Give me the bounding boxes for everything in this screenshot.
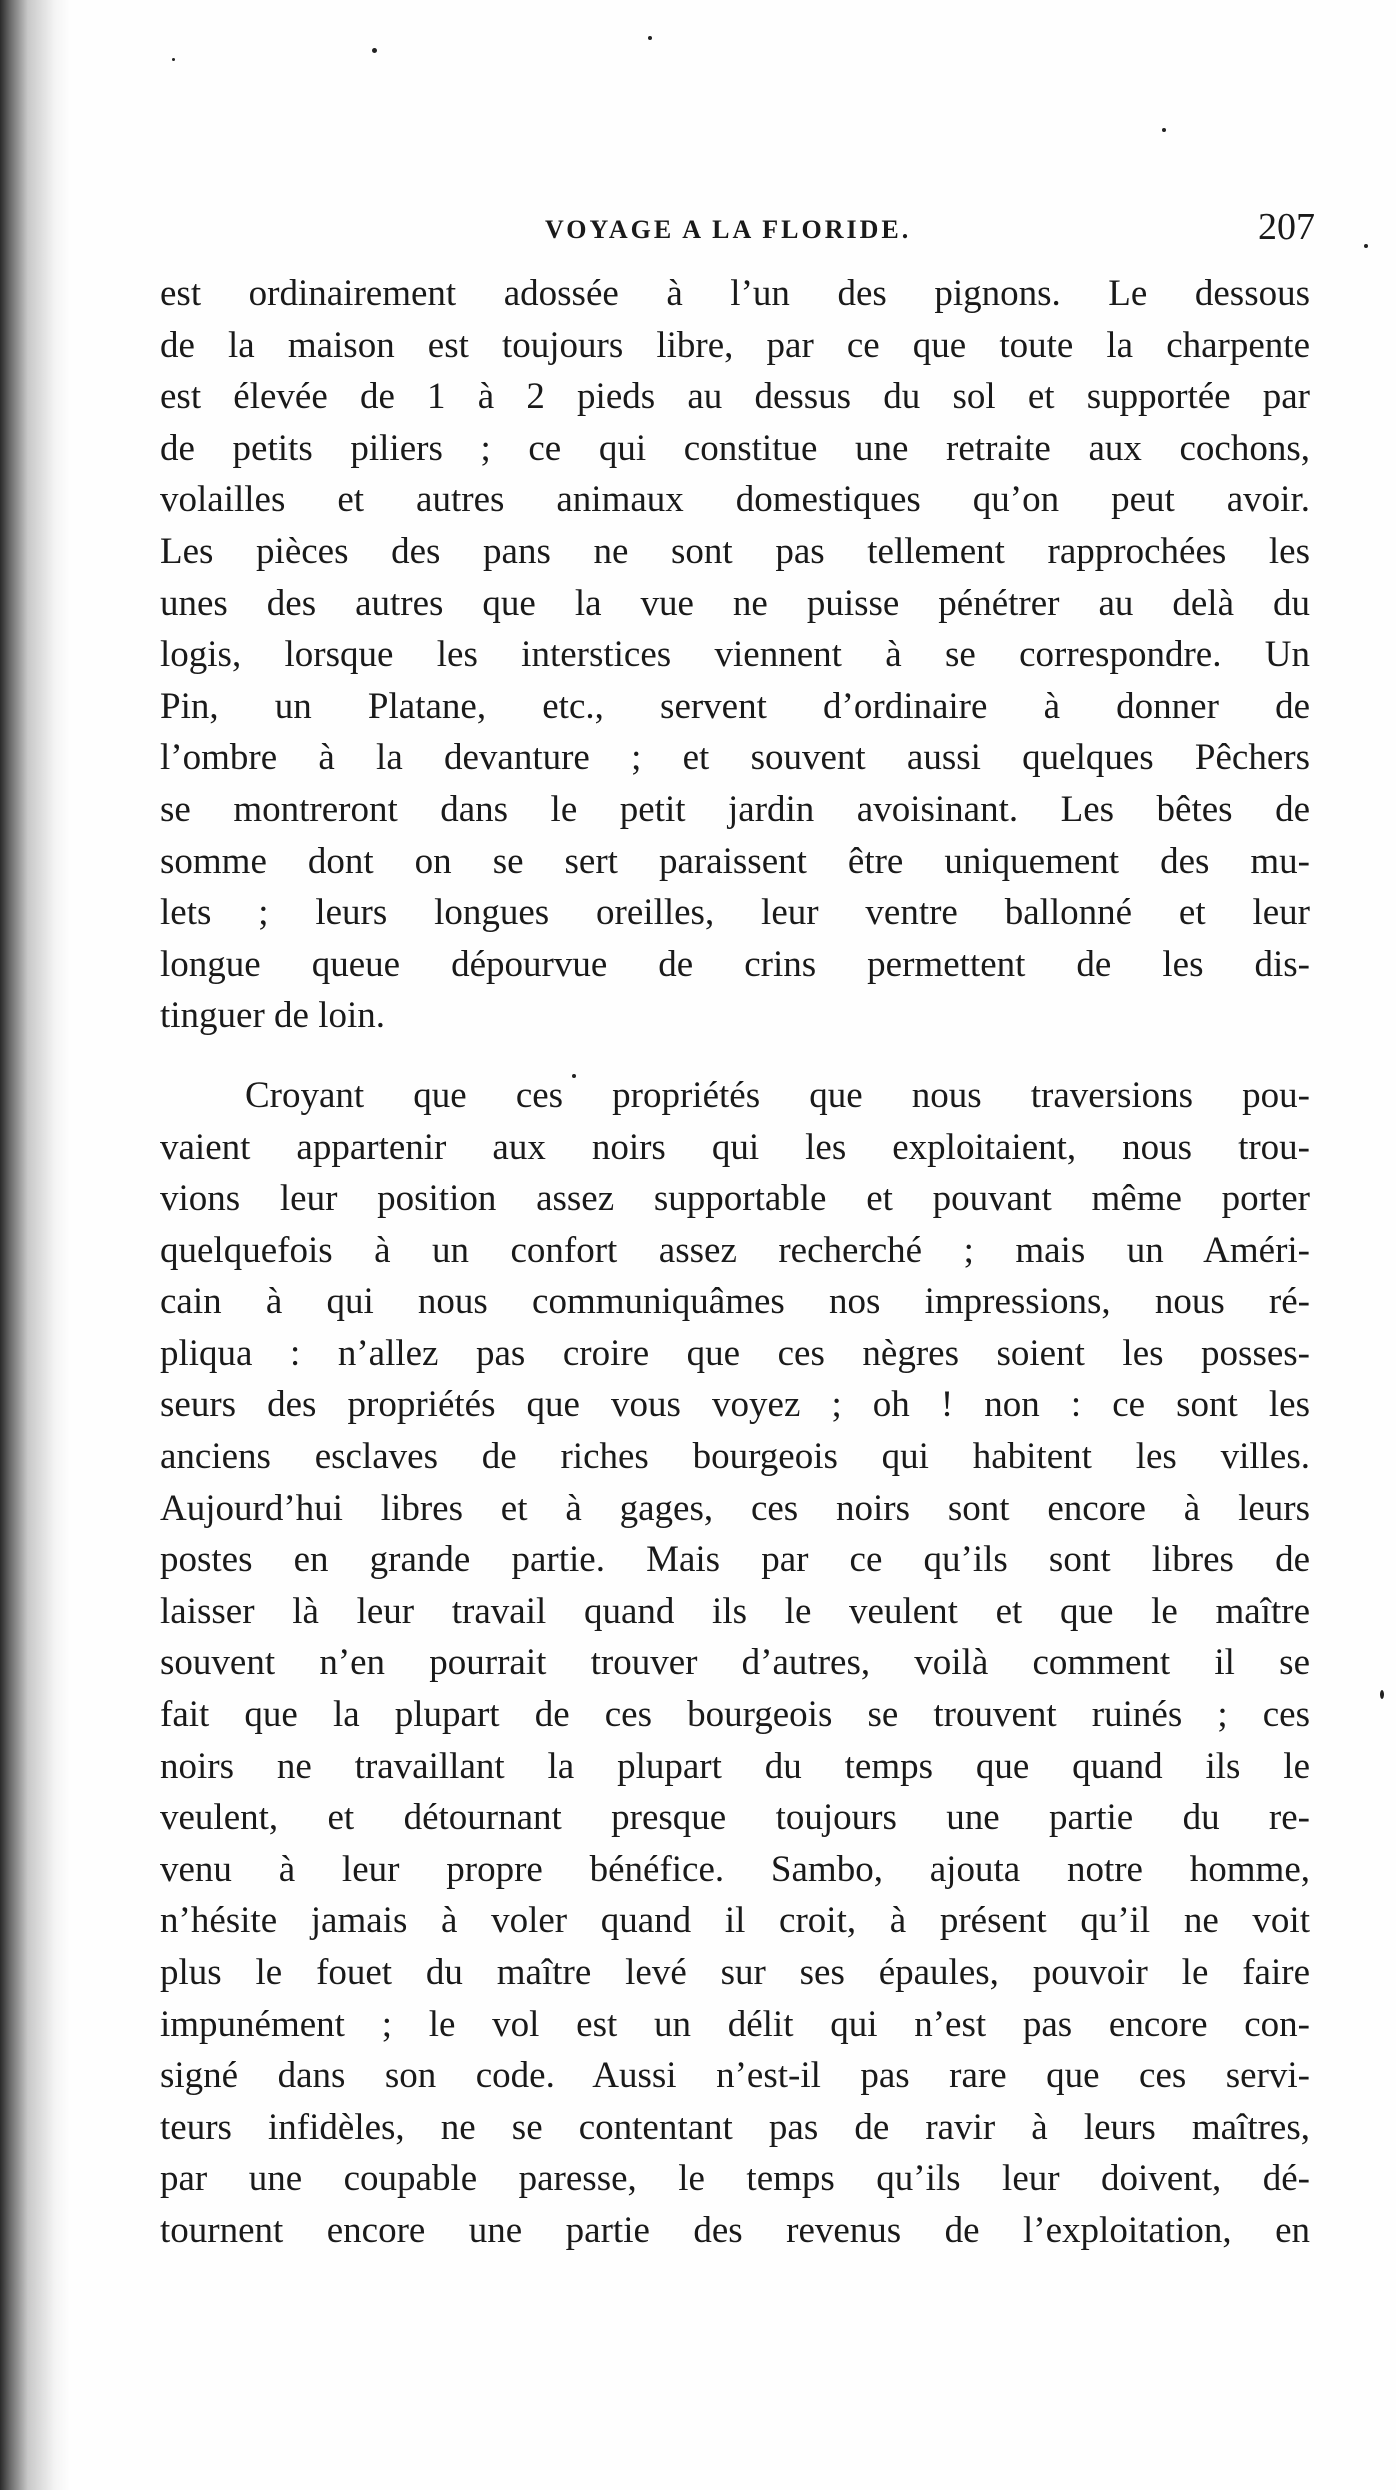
text-line: l’ombre à la devanture ; et souvent aussi quelques Pêchers (160, 737, 1310, 779)
text-line: postes en grande partie. Mais par ce qu’ils sont libres de (160, 1539, 1310, 1581)
paragraph-1 (160, 268, 1310, 1042)
page-header (175, 205, 1315, 255)
scan-speck (172, 58, 175, 61)
text-line: noirs ne travaillant la plupart du temps que quand ils le (160, 1745, 1310, 1787)
text-line: n’hésite jamais à voler quand il croit, à présent qu’il ne voit (160, 1900, 1310, 1942)
text-line: tournent encore une partie des revenus de l’exploitation, en (160, 2209, 1310, 2251)
text-line: vaient appartenir aux noirs qui les exploitaient, nous trou- (160, 1126, 1310, 1168)
page-number: 207 (1258, 206, 1315, 248)
text-line: Croyant que ces propriétés que nous traversions pou- (245, 1074, 1310, 1116)
paragraph-2 (160, 1070, 1310, 2257)
text-line: Pin, un Platane, etc., servent d’ordinaire à donner de (160, 685, 1310, 727)
text-line: Aujourd’hui libres et à gages, ces noirs sont encore à leurs (160, 1487, 1310, 1529)
text-line: longue queue dépourvue de crins permettent de les dis- (160, 943, 1310, 985)
text-line: cain à qui nous communiquâmes nos impressions, nous ré- (160, 1281, 1310, 1323)
text-line: somme dont on se sert paraissent être uniquement des mu- (160, 840, 1310, 882)
scan-speck (1380, 1690, 1384, 1699)
text-line: seurs des propriétés que vous voyez ; oh ! non : ce sont les (160, 1384, 1310, 1426)
text-line: laisser là leur travail quand ils le veulent et que le maître (160, 1590, 1310, 1632)
text-line: venu à leur propre bénéfice. Sambo, ajouta notre homme, (160, 1848, 1310, 1890)
text-line: veulent, et détournant presque toujours une partie du re- (160, 1797, 1310, 1839)
text-line: impunément ; le vol est un délit qui n’est pas encore con- (160, 2003, 1310, 2045)
text-line: de la maison est toujours libre, par ce que toute la charpente (160, 324, 1310, 366)
text-line: de petits piliers ; ce qui constitue une retraite aux cochons, (160, 427, 1310, 469)
body-text (160, 268, 1310, 2257)
text-line: vions leur position assez supportable et pouvant même porter (160, 1178, 1310, 1220)
scan-speck (1162, 128, 1166, 132)
running-title: VOYAGE A LA FLORIDE. (545, 215, 912, 244)
text-line: logis, lorsque les interstices viennent à se correspondre. Un (160, 634, 1310, 676)
text-line: pliqua : n’allez pas croire que ces nègres soient les posses- (160, 1332, 1310, 1374)
text-line: plus le fouet du maître levé sur ses épaules, pouvoir le faire (160, 1952, 1310, 1993)
text-line: signé dans son code. Aussi n’est-il pas rare que ces servi- (160, 2055, 1310, 2097)
text-line: quelquefois à un confort assez recherché ; mais un Améri- (160, 1229, 1310, 1271)
scan-speck (372, 48, 377, 53)
text-line: tinguer de loin. (160, 995, 386, 1037)
text-line: est élevée de 1 à 2 pieds au dessus du sol et supportée par (160, 376, 1310, 418)
text-line: se montreront dans le petit jardin avoisinant. Les bêtes de (160, 788, 1310, 830)
scan-speck (648, 36, 652, 40)
text-line: teurs infidèles, ne se contentant pas de ravir à leurs maîtres, (160, 2106, 1310, 2148)
text-line: souvent n’en pourrait trouver d’autres, voilà comment il se (160, 1642, 1310, 1684)
text-line: anciens esclaves de riches bourgeois qui habitent les villes. (160, 1436, 1310, 1478)
text-line: lets ; leurs longues oreilles, leur ventre ballonné et leur (160, 892, 1310, 934)
text-line: Les pièces des pans ne sont pas tellement rapprochées les (160, 530, 1310, 572)
text-line: unes des autres que la vue ne puisse pénétrer au delà du (160, 582, 1310, 624)
text-line: fait que la plupart de ces bourgeois se trouvent ruinés ; ces (160, 1694, 1310, 1736)
scan-edge-shadow (0, 0, 70, 2490)
paragraph-gap (160, 1042, 1310, 1070)
text-line: par une coupable paresse, le temps qu’ils leur doivent, dé- (160, 2158, 1310, 2200)
scan-speck (1364, 244, 1368, 248)
text-line: est ordinairement adossée à l’un des pignons. Le dessous (160, 273, 1310, 314)
text-line: volailles et autres animaux domestiques qu’on peut avoir. (160, 479, 1310, 521)
